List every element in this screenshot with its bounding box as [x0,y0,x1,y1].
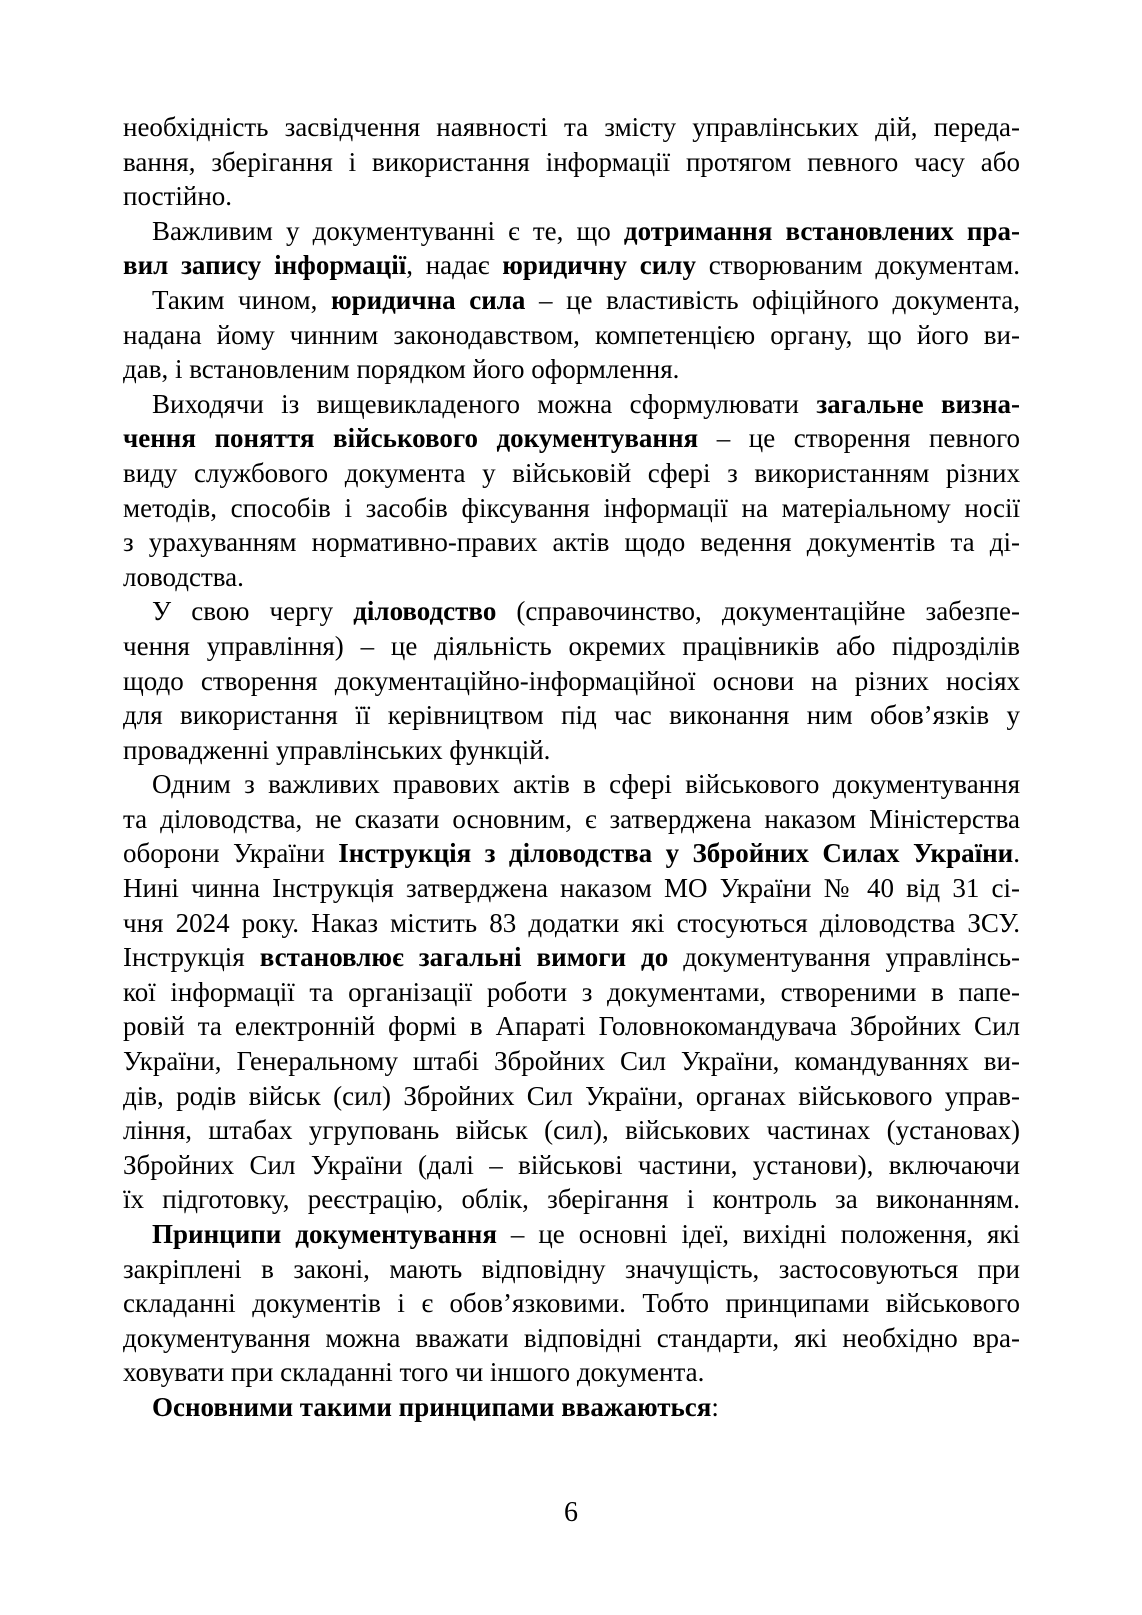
paragraph [123,1390,1020,1425]
text-segment: для використання її керівництвом під час виконання ним обов’язків у [123,700,1020,731]
text-segment: ровій та електронній формі в Апараті Головнокомандувача Збройних Сил [123,1011,1020,1042]
text-line [123,733,1020,768]
text-segment: та діловодства, не сказати основним, є затверджена наказом Міністерства [123,803,1020,834]
text-segment: Виходячи із вищевикладеного можна сформулювати [152,388,817,419]
paragraph [123,594,1020,767]
text-line [123,1113,1020,1148]
paragraph [123,1217,1020,1390]
text-line [123,698,1020,733]
text-line [123,629,1020,664]
text-segment: Таким чином, [152,284,331,315]
text-line [123,214,1020,249]
text-segment: , надає [406,250,503,281]
text-line [123,1148,1020,1183]
bold-text-segment: чення поняття військового документування [123,423,699,454]
text-segment: Збройних Сил України (далі – військові частини, установи), включаючи [123,1149,1020,1180]
text-line [123,560,1020,595]
text-segment: (справочинство, документаційне забезпе- [496,596,1020,627]
text-line [123,1390,1020,1425]
text-line [123,1252,1020,1287]
text-line [123,387,1020,422]
text-line [123,1286,1020,1321]
bold-text-segment: вил запису інформації [123,250,407,281]
text-line [123,456,1020,491]
text-line [123,1321,1020,1356]
text-segment: Одним з важливих правових актів в сфері військового документування [152,769,1020,800]
bold-text-segment: загальне визна- [816,388,1020,419]
text-line [123,836,1020,871]
text-line [123,1182,1020,1217]
text-line [123,145,1020,180]
text-line [123,352,1020,387]
text-line [123,975,1020,1010]
text-segment: ловодства. [123,561,244,592]
text-line [123,421,1020,456]
text-segment: – це основні ідеї, вихідні положення, які [496,1219,1020,1249]
text-segment: Інструкція [123,942,260,973]
text-segment: створюваним документам. [695,250,1020,281]
text-segment: закріплені в законі, мають відповідну значущість, застосовуються при [123,1253,1020,1284]
paragraph [123,767,1020,1217]
bold-text-segment: Інструкція з діловодства у Збройних Силах України [338,838,1014,869]
bold-text-segment: Принципи документування [152,1219,497,1249]
text-segment: надана йому чинним законодавством, компетенцією органу, що його ви- [123,319,1020,350]
text-segment: ління, штабах угруповань військ (сил), військових частинах (установах) [123,1115,1020,1146]
text-line [123,1044,1020,1079]
text-segment: України, Генеральному штабі Збройних Сил України, командуваннях ви- [123,1046,1020,1077]
bold-text-segment: юридична сила [330,284,526,315]
text-segment: необхідність засвідчення наявності та змісту управлінських дій, переда- [123,112,1020,142]
text-line [123,1355,1020,1390]
text-line [123,940,1020,975]
text-line [123,110,1020,145]
text-line [123,1009,1020,1044]
text-segment: методів, способів і засобів фіксування інформації на матеріальному носії [123,492,1020,523]
bold-text-segment: юридичну силу [502,250,696,281]
text-segment: виду службового документа у військовій сфері з використанням різних [123,457,1020,488]
text-line [123,767,1020,802]
text-line [123,318,1020,353]
text-segment: чення управління) – це діяльність окремих працівників або підрозділів [123,630,1020,661]
text-line [123,802,1020,837]
text-segment: документування можна вважати відповідні стандарти, які необхідно вра- [123,1322,1020,1353]
text-segment: Важливим у документуванні є те, що [152,215,624,246]
paragraph [123,214,1020,283]
page-number: 6 [564,1497,578,1528]
text-line [123,491,1020,526]
bold-text-segment: дотримання встановлених пра- [623,215,1020,246]
text-line [123,1079,1020,1114]
text-segment: – це створення певного [698,423,1020,454]
text-line [123,594,1020,629]
text-segment: чня 2024 року. Наказ містить 83 додатки які стосуються діловодства ЗСУ. [123,907,1020,938]
text-segment: Нині чинна Інструкція затверджена наказом МО України № 40 від 31 сі- [123,873,1020,904]
text-segment: провадженні управлінських функцій. [123,734,551,765]
text-line [123,664,1020,699]
text-segment: вання, зберігання і використання інформації протягом певного часу або [123,146,1020,177]
text-line [123,248,1020,283]
paragraph [123,283,1020,387]
bold-text-segment: діловодство [353,596,497,627]
bold-text-segment: Основними такими принципами вважаються [152,1391,712,1422]
text-segment: У свою чергу [152,596,354,627]
paragraph [123,110,1020,214]
text-segment: ховувати при складанні того чи іншого документа. [123,1357,705,1388]
text-segment: – це властивість офіційного документа, [525,284,1020,315]
text-segment: складанні документів і є обов’язковими. Тобто принципами військового [123,1288,1020,1319]
text-line [123,871,1020,906]
text-segment: дав, і встановленим порядком його оформлення. [123,354,680,385]
paragraph [123,387,1020,595]
text-segment: документування управлінсь- [668,942,1021,973]
text-line [123,906,1020,941]
text-segment: кої інформації та організації роботи з документами, створеними в папе- [123,976,1020,1007]
text-line [123,525,1020,560]
bold-text-segment: встановлює загальні вимоги до [259,942,669,973]
text-line [123,179,1020,214]
text-line [123,283,1020,318]
text-segment: дів, родів військ (сил) Збройних Сил України, органах військового управ- [123,1080,1020,1111]
text-segment: оборони України [123,838,339,869]
text-segment: з урахуванням нормативно-правих актів щодо ведення документів та ді- [123,527,1020,558]
text-segment: . [1013,838,1020,869]
text-line [123,1217,1020,1252]
text-segment: : [711,1391,719,1422]
text-segment: постійно. [123,181,233,212]
text-segment: щодо створення документаційно-інформаційної основи на різних носіях [123,665,1020,696]
text-segment: їх підготовку, реєстрацію, облік, зберігання і контроль за виконанням. [123,1184,1020,1215]
page-body [123,110,1020,1425]
